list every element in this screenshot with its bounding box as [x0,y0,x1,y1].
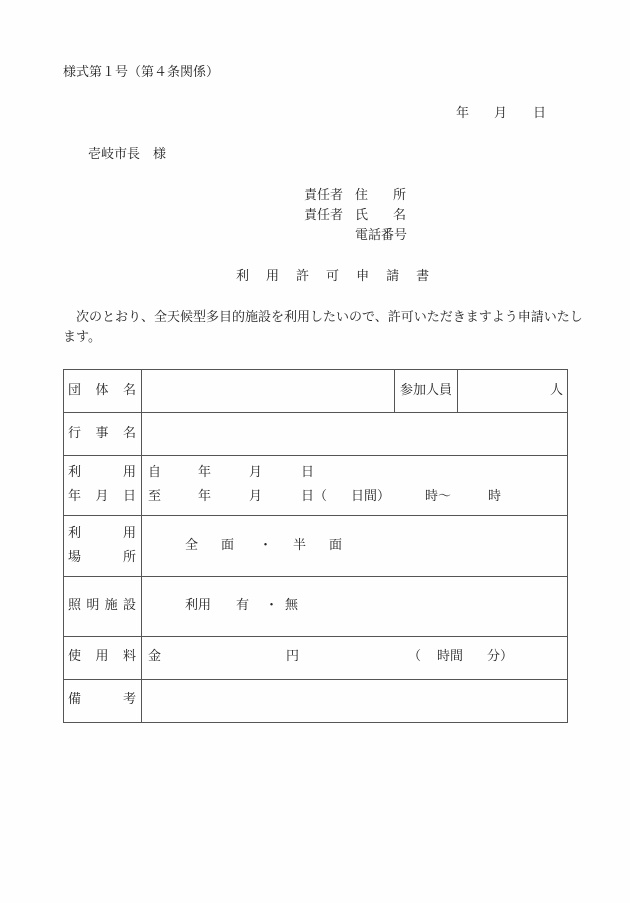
group-name-field[interactable] [142,370,394,412]
address-label-2: 所 [393,188,407,203]
option-full[interactable]: 面 [221,538,235,553]
paren-open: （ [408,649,422,664]
form-number: 様式第１号（第４条関係） [63,65,220,80]
name-label-2: 名 [393,208,407,223]
usage-date-label: 利 用 [68,465,136,480]
group-name-label: 団 体 名 [68,383,136,398]
participants-unit: 人 [550,383,564,398]
name-label-1: 氏 [355,208,369,223]
phone-label: 電話番号 [355,228,408,243]
separator: ・ [259,538,273,553]
date-month: 月 [494,106,508,121]
hour-from: 時～ [425,489,452,504]
fee-hours: 時間 [437,649,464,664]
hour-to: 時 [488,489,502,504]
from-year: 年 [198,465,212,480]
lighting-no-option[interactable]: 無 [285,598,299,613]
body-text-line2: ます。 [63,330,101,345]
usage-place-label: 場 所 [68,550,136,565]
days-count: 日間） [351,489,391,504]
participants-label: 参加人員 [400,383,453,398]
remarks-field[interactable] [142,680,567,722]
from-day: 日 [301,465,315,480]
fee-prefix: 金 [148,649,162,664]
option-full[interactable]: 全 [185,538,199,553]
body-text-line1: 次のとおり、全天候型多目的施設を利用したいので、許可いただきますよう申請いたし [76,310,583,325]
applicant-role: 責任者 [304,208,344,223]
date-day: 日 [533,106,547,121]
to-month: 月 [249,489,263,504]
applicant-role: 責任者 [304,188,344,203]
remarks-label: 備 考 [68,692,136,707]
address-label-1: 住 [355,188,369,203]
from-month: 月 [249,465,263,480]
event-name-field[interactable] [142,413,567,455]
fee-yen: 円 [286,649,300,664]
date-year: 年 [456,106,470,121]
event-name-label: 行 事 名 [68,426,136,441]
to-label: 至 [148,489,162,504]
to-year: 年 [198,489,212,504]
fee-minutes: 分） [487,649,514,664]
from-label: 自 [148,465,162,480]
usage-place-label: 利 用 [68,526,136,541]
to-day: 日（ [301,489,328,504]
usage-date-label: 年 月 日 [68,489,136,504]
option-half[interactable]: 半 [293,538,307,553]
addressee: 壱岐市長 様 [88,147,167,162]
option-half[interactable]: 面 [329,538,343,553]
fee-label: 使 用 料 [68,649,136,664]
lighting-yes-option[interactable]: 有 [236,598,250,613]
separator: ・ [265,598,279,613]
document-title: 利 用 許 可 申 請 書 [236,269,430,284]
lighting-label: 照 明 施 設 [68,598,136,613]
lighting-use-label: 利用 [185,598,212,613]
